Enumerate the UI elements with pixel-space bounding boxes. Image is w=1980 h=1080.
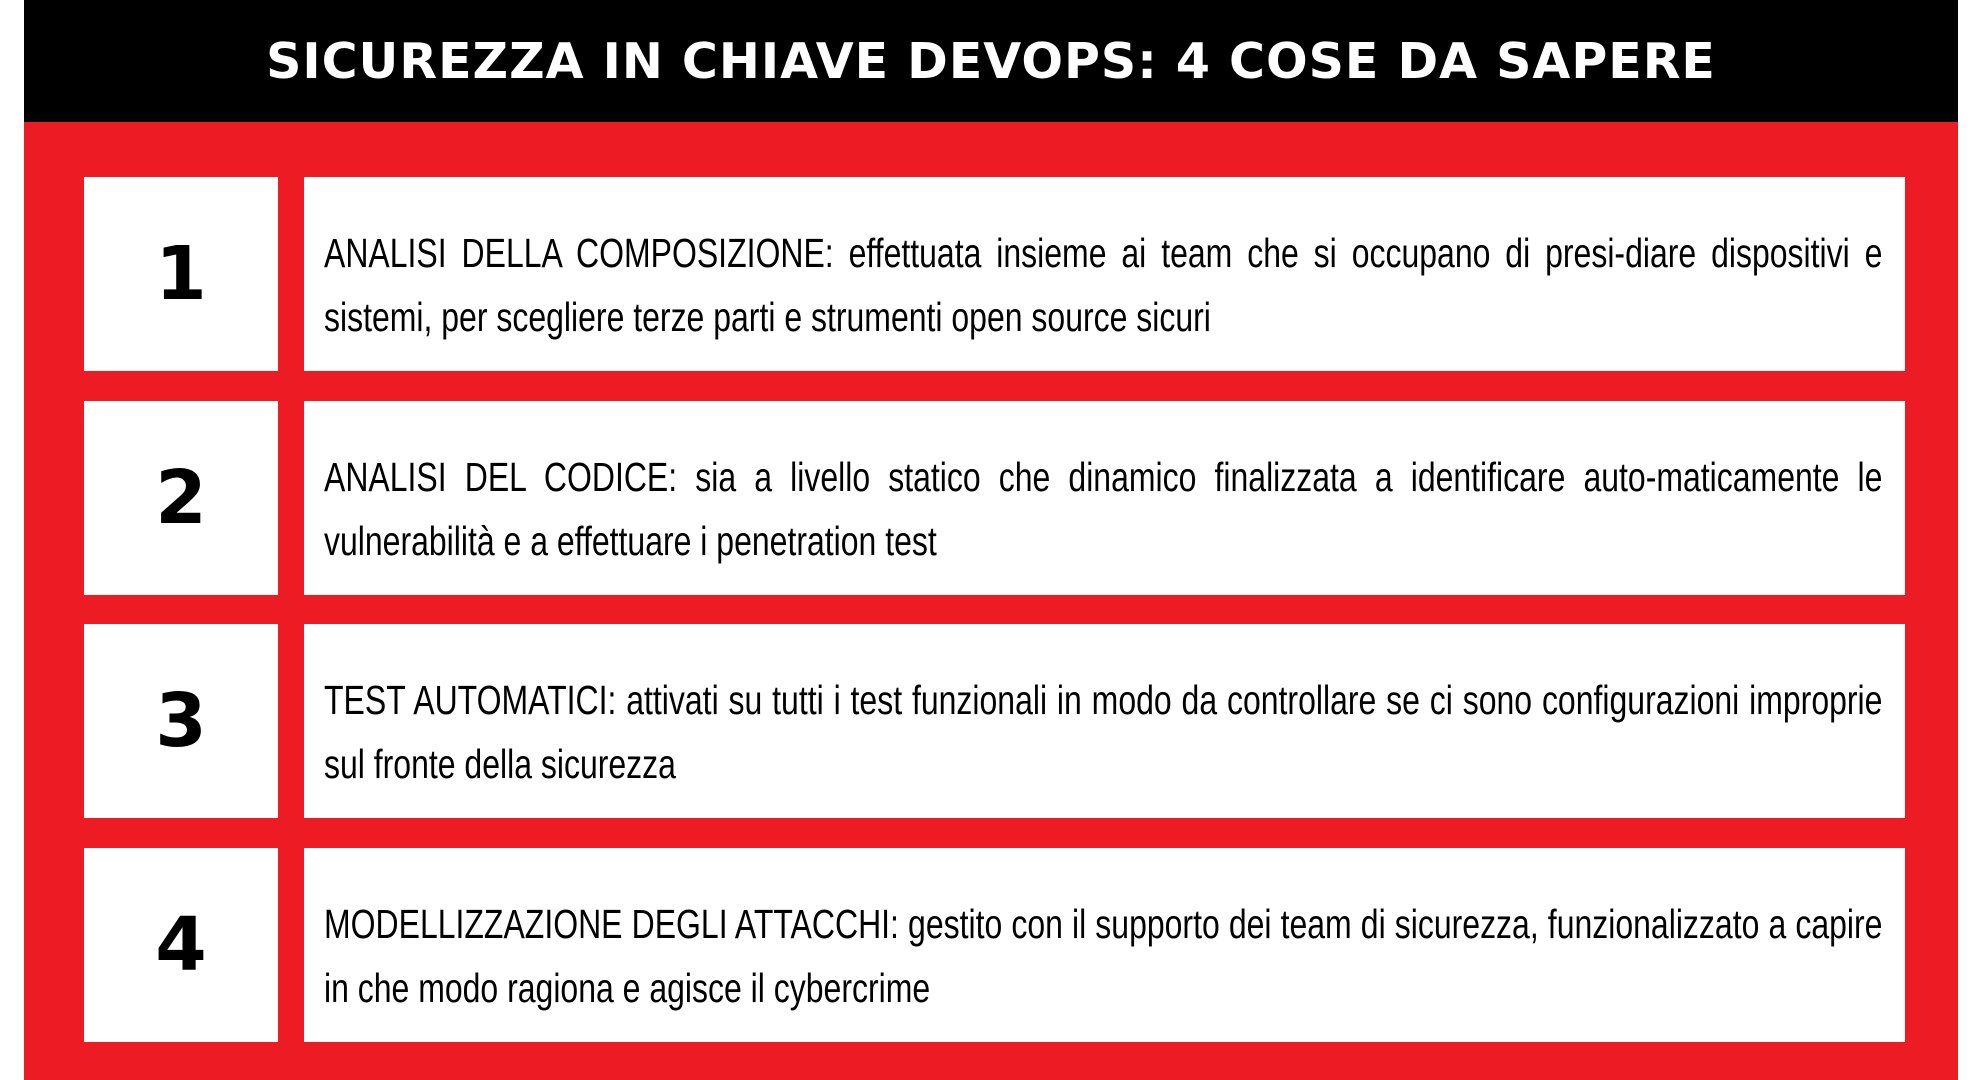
item-number: 3 (155, 678, 207, 764)
item-text: MODELLIZZAZIONE DEGLI ATTACCHI: gestito con il supporto dei team di sicurezza, funzionalizzato a capire in che modo ragiona e agisce il cybercrime (324, 901, 1883, 1011)
item-text-box (304, 401, 1905, 595)
list-item (84, 624, 1905, 818)
list-item (84, 401, 1905, 595)
item-text: TEST AUTOMATICI: attivati su tutti i test funzionali in modo da controllare se ci sono configurazioni improprie sul fronte della sicurezza (324, 677, 1883, 787)
list-item (84, 177, 1905, 371)
item-number-box (84, 401, 278, 595)
item-text-box (304, 848, 1905, 1042)
item-text-box (304, 177, 1905, 371)
list-item (84, 848, 1905, 1042)
item-text: ANALISI DEL CODICE: sia a livello statico che dinamico finalizzata a identificare auto-maticamente le vulnerabilità e a effettuare i penetration test (324, 454, 1883, 564)
page-title: SICUREZZA IN CHIAVE DEVOPS: 4 COSE DA SAPERE (266, 32, 1716, 90)
item-number-box (84, 624, 278, 818)
items-panel (24, 122, 1958, 1080)
item-number: 4 (155, 902, 207, 988)
item-number-box (84, 848, 278, 1042)
header-bar (24, 0, 1958, 122)
item-number: 2 (155, 455, 207, 541)
item-text-box (304, 624, 1905, 818)
item-number: 1 (155, 231, 207, 317)
item-number-box (84, 177, 278, 371)
item-text: ANALISI DELLA COMPOSIZIONE: effettuata insieme ai team che si occupano di presi-diare dispositivi e sistemi, per scegliere terze parti e strumenti open source sicuri (324, 230, 1883, 340)
